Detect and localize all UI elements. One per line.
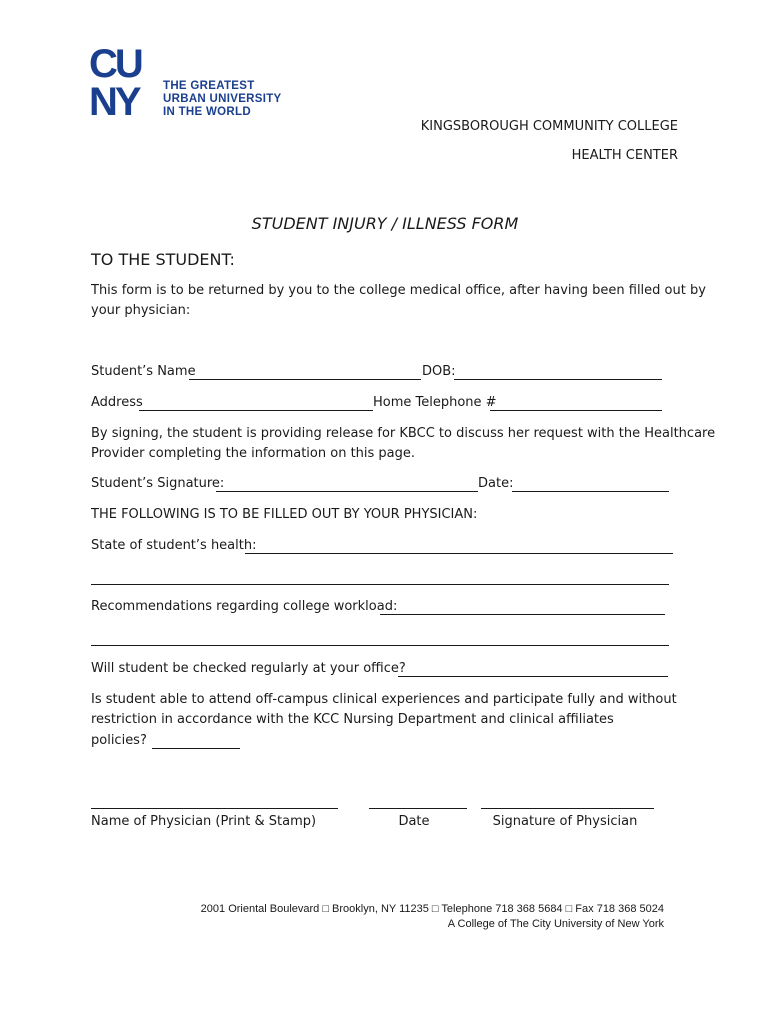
release-text-line-2: Provider completing the information on this page. — [91, 446, 416, 461]
intro-text-line-2: your physician: — [91, 303, 191, 318]
to-student-heading: TO THE STUDENT: — [91, 250, 235, 269]
physician-section-heading: THE FOLLOWING IS TO BE FILLED OUT BY YOUR PHYSICIAN: — [91, 507, 478, 522]
logo-tagline-2: URBAN UNIVERSITY — [163, 93, 282, 105]
checked-regularly-label: Will student be checked regularly at your office? — [91, 661, 406, 676]
student-signature-field[interactable] — [216, 491, 478, 492]
physician-date-label: Date — [398, 814, 430, 829]
student-date-label: Date: — [478, 476, 514, 491]
cuny-logo-mark — [89, 44, 161, 116]
physician-signature-label: Signature of Physician — [492, 814, 638, 829]
recommendations-label: Recommendations regarding college workload: — [91, 599, 398, 614]
dob-label: DOB: — [422, 364, 456, 379]
college-name: KINGSBOROUGH COMMUNITY COLLEGE — [420, 119, 678, 134]
recommendations-field[interactable] — [380, 614, 665, 615]
form-title: STUDENT INJURY / ILLNESS FORM — [251, 214, 519, 233]
students-name-label: Student’s Name — [91, 364, 196, 379]
dob-field[interactable] — [454, 379, 662, 380]
logo-tagline-1: THE GREATEST — [163, 80, 255, 92]
home-telephone-label: Home Telephone # — [373, 395, 497, 410]
physician-name-field[interactable] — [91, 808, 338, 809]
cuny-logo-cu: CU — [89, 44, 141, 86]
clinical-answer-field[interactable] — [152, 748, 240, 749]
home-telephone-field[interactable] — [490, 410, 662, 411]
address-field[interactable] — [139, 410, 373, 411]
release-text-line-1: By signing, the student is providing release for KBCC to discuss her request with the Healthcare — [91, 426, 716, 441]
recommendations-field-continued[interactable] — [91, 645, 669, 646]
clinical-question-line-2: restriction in accordance with the KCC Nursing Department and clinical affiliates — [91, 712, 614, 727]
students-name-field[interactable] — [189, 379, 421, 380]
physician-date-field[interactable] — [369, 808, 467, 809]
footer-affiliation: A College of The City University of New York — [447, 918, 664, 930]
intro-text-line-1: This form is to be returned by you to the college medical office, after having been filled out by — [91, 283, 706, 298]
student-date-field[interactable] — [512, 491, 669, 492]
cuny-logo-ny: NY — [89, 80, 139, 116]
state-of-health-field-continued[interactable] — [91, 584, 669, 585]
footer-address: 2001 Oriental Boulevard □ Brooklyn, NY 11235 □ Telephone 718 368 5684 □ Fax 718 368 5024 — [200, 903, 664, 915]
logo-tagline-3: IN THE WORLD — [163, 106, 251, 118]
clinical-question-line-3: policies? — [91, 733, 147, 748]
state-of-health-field[interactable] — [245, 553, 673, 554]
physician-signature-field[interactable] — [481, 808, 654, 809]
clinical-question-line-1: Is student able to attend off-campus clinical experiences and participate fully and without — [91, 692, 677, 707]
student-signature-label: Student’s Signature: — [91, 476, 225, 491]
state-of-health-label: State of student’s health: — [91, 538, 257, 553]
department-name: HEALTH CENTER — [571, 148, 678, 163]
address-label: Address — [91, 395, 143, 410]
checked-regularly-field[interactable] — [398, 676, 668, 677]
physician-name-label: Name of Physician (Print & Stamp) — [91, 814, 317, 829]
